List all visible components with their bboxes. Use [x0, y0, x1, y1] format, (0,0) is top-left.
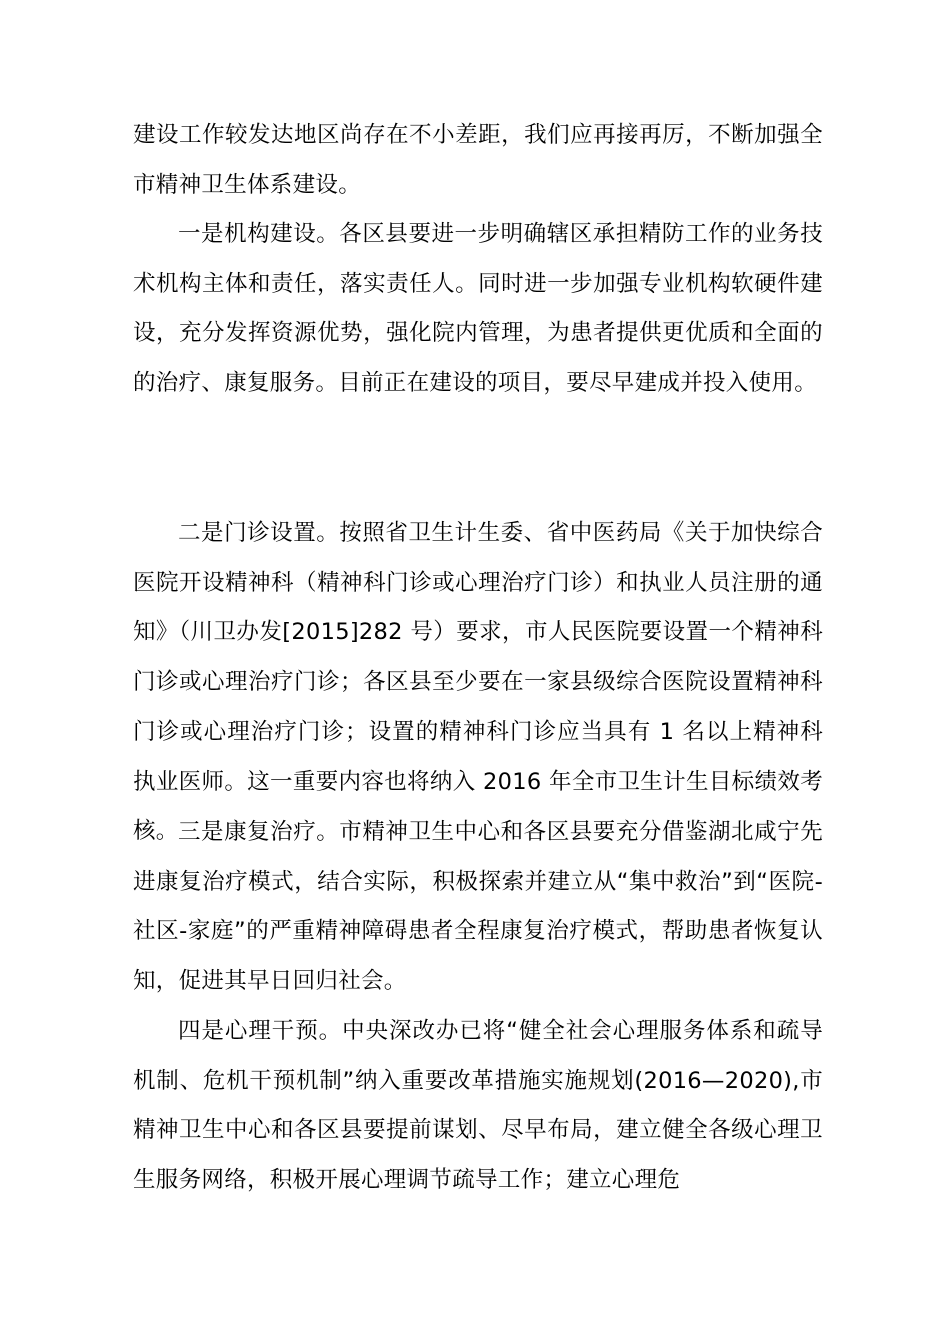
paragraph-rehabilitation: 三是康复治疗。市精神卫生中心和各区县要充分借鉴湖北咸宁先进康复治疗模式，结合实际，积极探索并建立从“集中救治”到“医院-社区-家庭”的严重精神障碍患者全程康复治疗模式，帮助患者恢复认知，促进其早日回归社会。 [133, 819, 823, 995]
paragraph-continuation: 建设工作较发达地区尚存在不小差距，我们应再接再厉，不断加强全市精神卫生体系建设。 [133, 122, 823, 198]
paragraph-outpatient-setup: 二是门诊设置。按照省卫生计生委、省中医药局《关于加快综合医院开设精神科（精神科门诊或心理治疗门诊）和执业人员注册的通知》（川卫办发[2015]282 号）要求，市人民医院要设置一个精神科门诊或心理治疗门诊；各区县至少要在一家县级综合医院设置精神科门诊或心理治疗门诊；设置的精神科门诊应当具有 1 名以上精神科执业医师。这一重要内容也将纳入 2016 年全市卫生计生目标绩效考核。 [133, 520, 823, 845]
paragraph-psychological-intervention: 四是心理干预。中央深改办已将“健全社会心理服务体系和疏导机制、危机干预机制”纳入重要改革措施实施规划(2016—2020),市精神卫生中心和各区县要提前谋划、尽早布局，建立健全各级心理卫生服务网络，积极开展心理调节疏导工作；建立心理危 [133, 1018, 823, 1194]
paragraph-institution-building: 一是机构建设。各区县要进一步明确辖区承担精防工作的业务技术机构主体和责任，落实责任人。同时进一步加强专业机构软硬件建设，充分发挥资源优势，强化院内管理，为患者提供更优质和全面的的治疗、康复服务。目前正在建设的项目，要尽早建成并投入使用。 [133, 221, 823, 397]
